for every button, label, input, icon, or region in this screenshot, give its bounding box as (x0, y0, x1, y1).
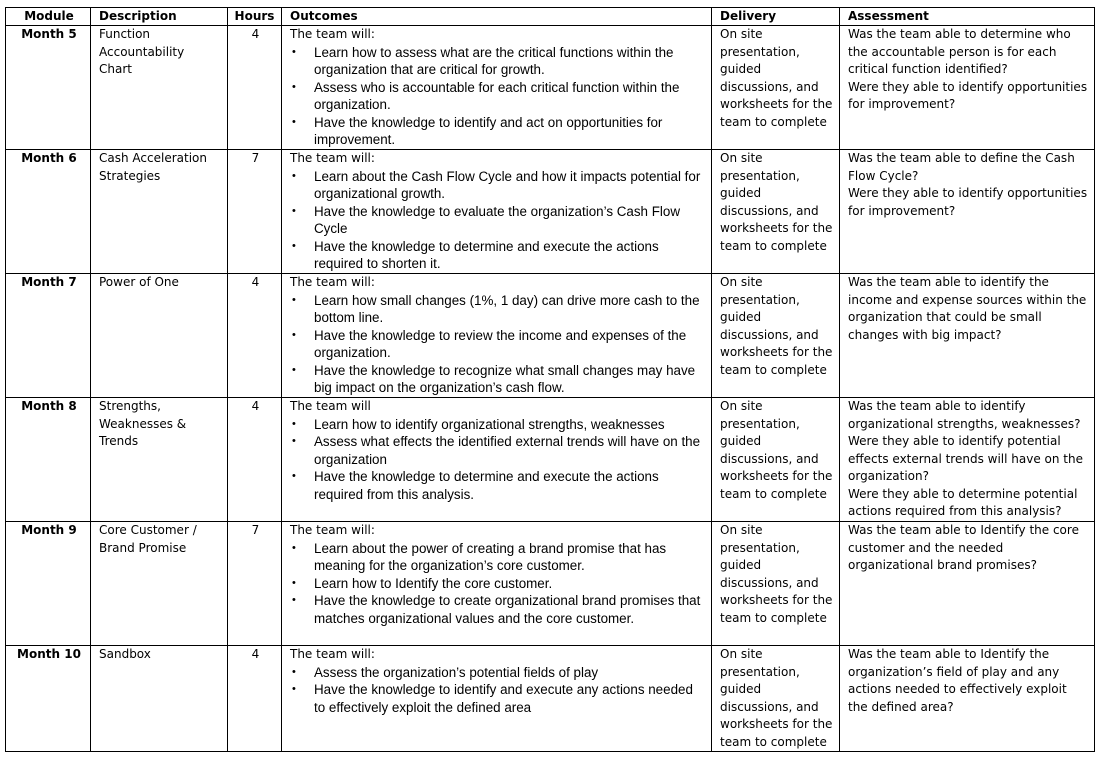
outcome-text: Assess the organization’s potential fields of play (314, 664, 599, 680)
assessment-cell (840, 398, 1095, 522)
bullet-icon: • (292, 541, 296, 554)
bullet-icon: • (292, 115, 296, 128)
list-item (292, 468, 705, 503)
bullet-icon: • (292, 576, 296, 589)
hours-cell: 4 (228, 398, 282, 522)
hours-cell: 7 (228, 150, 282, 274)
assessment-cell (840, 522, 1095, 646)
outcome-text: Have the knowledge to determine and execute the actions required from this analysis. (314, 469, 659, 502)
bullet-icon: • (292, 417, 296, 430)
table-row (6, 274, 1095, 398)
list-item (292, 44, 705, 79)
table-row (6, 522, 1095, 646)
list-item (292, 362, 705, 397)
outcomes-intro: The team will (290, 399, 371, 413)
outcome-text: Assess what effects the identified external trends will have on the organization (314, 434, 701, 467)
description-cell: Power of One (91, 274, 228, 398)
outcome-text: Learn how to identify organizational strengths, weaknesses (314, 416, 665, 432)
hours-cell: 4 (228, 274, 282, 398)
outcome-text: Have the knowledge to evaluate the organization’s Cash Flow Cycle (314, 203, 680, 236)
outcome-text: Learn about the power of creating a brand promise that has meaning for the organization’s core customer. (314, 540, 667, 573)
outcomes-list (290, 292, 705, 397)
delivery-cell: On site presentation, guided discussions, and worksheets for the team to complete (712, 26, 840, 150)
hours-cell: 4 (228, 26, 282, 150)
assessment-question: Was the team able to identify the income and expense sources within the organization that could be small changes with big impact? (848, 275, 1087, 342)
bullet-icon: • (292, 435, 296, 447)
list-item (292, 664, 705, 682)
header-outcomes: Outcomes (282, 8, 712, 26)
hours-cell: 4 (228, 646, 282, 752)
description-cell: Cash Acceleration Strategies (91, 150, 228, 274)
delivery-cell: On site presentation, guided discussions, and worksheets for the team to complete (712, 522, 840, 646)
delivery-cell: On site presentation, guided discussions, and worksheets for the team to complete (712, 274, 840, 398)
module-cell: Month 10 (6, 646, 91, 752)
list-item (292, 79, 705, 114)
assessment-question: Were they able to determine potential actions required from this analysis? (848, 486, 1078, 518)
outcome-text: Assess who is accountable for each critical function within the organization. (314, 79, 680, 112)
outcome-text: Have the knowledge to recognize what small changes may have big impact on the organization’s cash flow. (314, 362, 696, 395)
assessment-question: Were they able to identify opportunities for improvement? (848, 79, 1088, 111)
list-item (292, 292, 705, 327)
header-row (6, 8, 1095, 26)
outcomes-intro: The team will: (290, 275, 375, 289)
outcome-text: Have the knowledge to identify and execute any actions needed to effectively exploit the defined area (314, 682, 693, 715)
assessment-question: Were they able to identify potential effects external trends will have on the organization? (848, 434, 1083, 483)
outcomes-cell (282, 26, 712, 150)
outcome-text: Have the knowledge to create organizational brand promises that matches organizational values and the core customer. (314, 593, 701, 626)
outcomes-intro: The team will: (290, 647, 375, 661)
header-hours: Hours (228, 8, 282, 26)
bullet-icon: • (292, 239, 296, 252)
assessment-question: Was the team able to Identify the organization’s field of play and any actions needed to effectively exploit the defined area? (848, 647, 1067, 714)
assessment-cell (840, 150, 1095, 274)
outcomes-list (290, 540, 705, 628)
assessment-question: Were they able to identify opportunities for improvement? (848, 186, 1088, 218)
outcome-text: Have the knowledge to determine and execute the actions required to shorten it. (314, 238, 659, 271)
assessment-question: Was the team able to Identify the core customer and the needed organizational brand promises? (848, 523, 1079, 572)
bullet-icon: • (292, 363, 296, 376)
table-row (6, 398, 1095, 522)
outcomes-intro: The team will: (290, 523, 375, 537)
outcome-text: Learn about the Cash Flow Cycle and how it impacts potential for organizational growth. (314, 168, 701, 201)
outcome-text: Learn how to Identify the core customer. (314, 575, 553, 591)
table-row (6, 150, 1095, 274)
outcomes-intro: The team will: (290, 27, 375, 41)
header-delivery: Delivery (712, 8, 840, 26)
bullet-icon: • (292, 683, 296, 695)
header-assessment: Assessment (840, 8, 1095, 26)
list-item (292, 681, 705, 716)
delivery-cell: On site presentation, guided discussions, and worksheets for the team to complete (712, 398, 840, 522)
description-cell: Strengths, Weaknesses & Trends (91, 398, 228, 522)
list-item (292, 238, 705, 273)
module-cell: Month 8 (6, 398, 91, 522)
assessment-cell (840, 26, 1095, 150)
outcomes-list (290, 416, 705, 504)
outcomes-cell (282, 646, 712, 752)
outcomes-list (290, 44, 705, 149)
list-item (292, 203, 705, 238)
list-item (292, 540, 705, 575)
outcomes-cell (282, 522, 712, 646)
outcome-text: Have the knowledge to identify and act on opportunities for improvement. (314, 114, 663, 147)
module-cell: Month 9 (6, 522, 91, 646)
list-item (292, 416, 705, 434)
list-item (292, 114, 705, 149)
bullet-icon: • (292, 169, 296, 182)
outcomes-cell (282, 150, 712, 274)
bullet-icon: • (292, 328, 296, 341)
assessment-cell (840, 646, 1095, 752)
outcome-text: Learn how small changes (1%, 1 day) can drive more cash to the bottom line. (314, 292, 700, 325)
table-row (6, 646, 1095, 752)
delivery-cell: On site presentation, guided discussions, and worksheets for the team to complete (712, 150, 840, 274)
description-cell: Function Accountability Chart (91, 26, 228, 150)
description-cell: Sandbox (91, 646, 228, 752)
header-module: Module (6, 8, 91, 26)
list-item (292, 592, 705, 627)
outcomes-list (290, 168, 705, 273)
outcome-text: Learn how to assess what are the critical functions within the organization that are critical for growth. (314, 44, 674, 77)
description-cell: Core Customer / Brand Promise (91, 522, 228, 646)
bullet-icon: • (292, 594, 296, 606)
module-cell: Month 7 (6, 274, 91, 398)
hours-cell: 7 (228, 522, 282, 646)
assessment-question: Was the team able to define the Cash Flow Cycle? (848, 151, 1075, 183)
bullet-icon: • (292, 204, 296, 217)
list-item (292, 168, 705, 203)
outcome-text: Have the knowledge to review the income and expenses of the organization. (314, 327, 687, 360)
table-row (6, 26, 1095, 150)
curriculum-table (5, 7, 1095, 752)
assessment-question: Was the team able to determine who the accountable person is for each critical function identified? (848, 27, 1071, 76)
bullet-icon: • (292, 665, 296, 678)
bullet-icon: • (292, 470, 296, 482)
module-cell: Month 6 (6, 150, 91, 274)
outcomes-cell (282, 398, 712, 522)
module-cell: Month 5 (6, 26, 91, 150)
bullet-icon: • (292, 80, 296, 93)
assessment-question: Was the team able to identify organizational strengths, weaknesses? (848, 399, 1081, 431)
bullet-icon: • (292, 45, 296, 58)
assessment-cell (840, 274, 1095, 398)
outcomes-cell (282, 274, 712, 398)
outcomes-list (290, 664, 705, 717)
list-item (292, 327, 705, 362)
list-item (292, 433, 705, 468)
header-description: Description (91, 8, 228, 26)
list-item (292, 575, 705, 593)
bullet-icon: • (292, 293, 296, 306)
outcomes-intro: The team will: (290, 151, 375, 165)
delivery-cell: On site presentation, guided discussions, and worksheets for the team to complete (712, 646, 840, 752)
